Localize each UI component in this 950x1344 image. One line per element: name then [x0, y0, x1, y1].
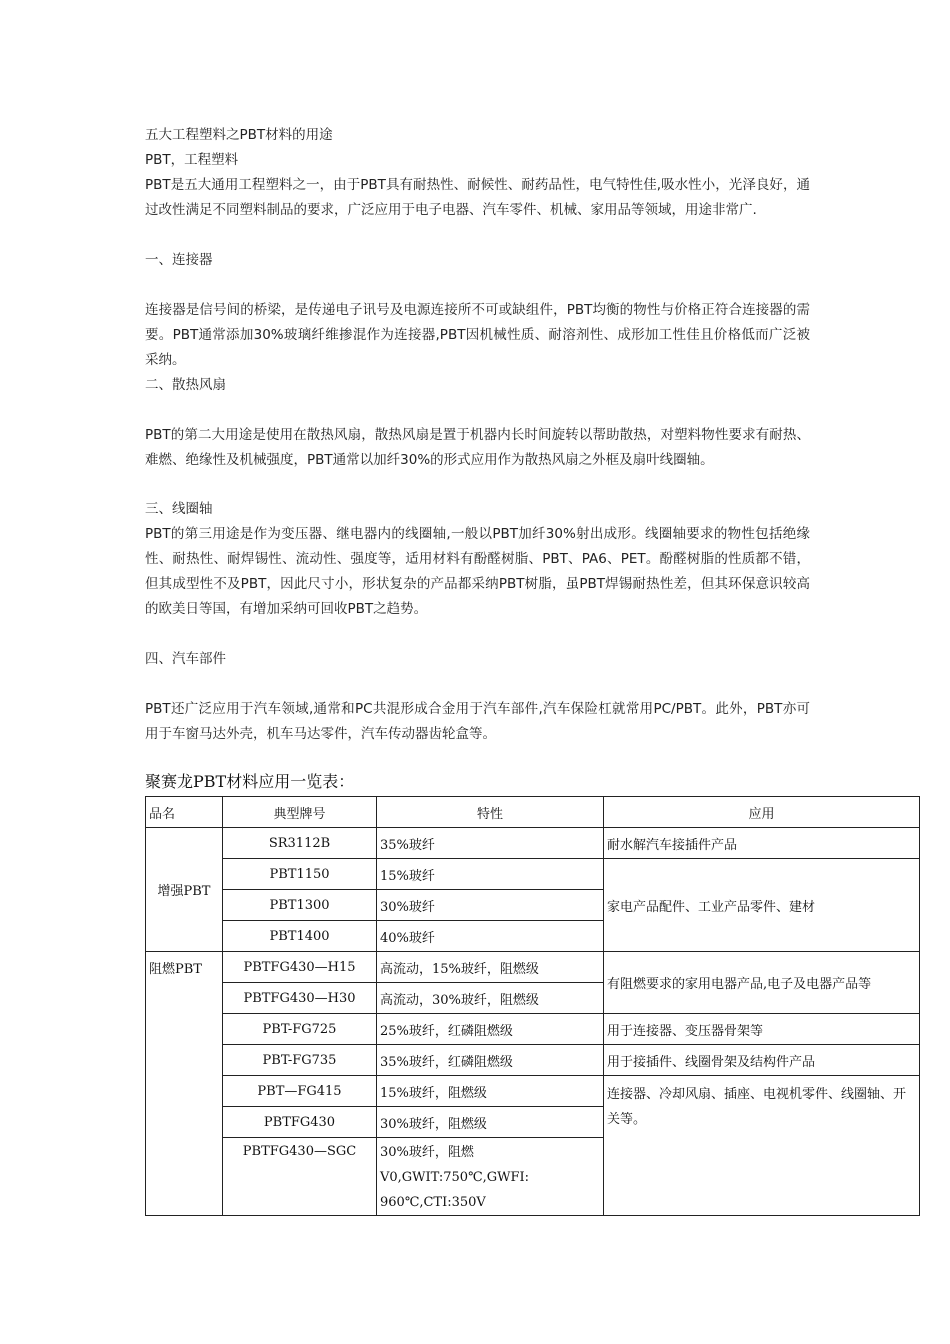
grade-cell: PBT1300	[223, 890, 377, 921]
article-title: 五大工程塑料之PBT材料的用途	[145, 127, 333, 143]
table-header-row	[146, 797, 920, 828]
feature-line: V0,GWIT:750℃,GWFI:	[380, 1170, 530, 1185]
table-row	[146, 859, 920, 890]
application-cell: 连接器、冷却风扇、插座、电视机零件、线圈轴、开关等。	[604, 1076, 920, 1216]
feature-cell: 30%玻纤，阻燃级	[377, 1107, 604, 1138]
table-row	[146, 1076, 920, 1107]
application-cell: 耐水解汽车接插件产品	[604, 828, 920, 859]
feature-line: 30%玻纤，阻燃	[380, 1145, 474, 1160]
grade-cell: PBTFG430—H15	[223, 952, 377, 983]
feature-cell: 高流动，15%玻纤，阻燃级	[377, 952, 604, 983]
table-row	[146, 952, 920, 983]
section-heading: 四、汽车部件	[145, 651, 226, 667]
feature-cell: 35%玻纤，红磷阻燃级	[377, 1045, 604, 1076]
grade-cell: PBTFG430	[223, 1107, 377, 1138]
group-name-cell: 阻燃PBT	[146, 952, 223, 1216]
grade-cell: SR3112B	[223, 828, 377, 859]
grade-cell: PBT-FG735	[223, 1045, 377, 1076]
grade-cell: PBT1400	[223, 921, 377, 952]
grade-cell: PBT1150	[223, 859, 377, 890]
header-cell: 应用	[604, 797, 920, 828]
application-cell: 用于接插件、线圈骨架及结构件产品	[604, 1045, 920, 1076]
section-heading: 一、连接器	[145, 252, 213, 268]
header-cell: 品名	[146, 797, 223, 828]
feature-cell: 40%玻纤	[377, 921, 604, 952]
feature-cell: 35%玻纤	[377, 828, 604, 859]
table-row	[146, 1045, 920, 1076]
section-body: 连接器是信号间的桥梁，是传递电子讯号及电源连接所不可或缺组件，PBT均衡的物性与价格正符合连接器的需要。PBT通常添加30%玻璃纤维掺混作为连接器,PBT因机械性质、耐溶剂性、成形加工性佳且价格低而广泛被采纳。	[145, 302, 810, 368]
group-name-cell: 增强PBT	[146, 828, 223, 952]
grade-cell: PBT—FG415	[223, 1076, 377, 1107]
grade-cell: PBT-FG725	[223, 1014, 377, 1045]
feature-cell	[377, 1138, 604, 1216]
section-body: PBT的第三用途是作为变压器、继电器内的线圈轴,一般以PBT加纤30%射出成形。线圈轴要求的物性包括绝缘性、耐热性、耐焊锡性、流动性、强度等，适用材料有酚醛树脂、PBT、PA6、PET。酚醛树脂的性质都不错，但其成型性不及PBT，因此尺寸小，形状复杂的产品都采纳PBT树脂，虽PBT焊锡耐热性差，但其环保意识较高的欧美日等国，有增加采纳可回收PBT之趋势。	[145, 526, 810, 617]
header-cell: 特性	[377, 797, 604, 828]
section-heading: 三、线圈轴	[145, 501, 213, 517]
table-title: 聚赛龙PBT材料应用一览表：	[145, 772, 355, 791]
section-body: PBT还广泛应用于汽车领域,通常和PC共混形成合金用于汽车部件,汽车保险杠就常用PC/PBT。此外，PBT亦可用于车窗马达外壳，机车马达零件，汽车传动器齿轮盒等。	[145, 701, 810, 742]
feature-cell: 15%玻纤，阻燃级	[377, 1076, 604, 1107]
grade-cell: PBTFG430—SGC	[223, 1138, 377, 1216]
article-intro: PBT是五大通用工程塑料之一，由于PBT具有耐热性、耐候性、耐药品性，电气特性佳,吸水性小，光泽良好，通过改性满足不同塑料制品的要求，广泛应用于电子电器、汽车零件、机械、家用品等领域，用途非常广.	[145, 177, 810, 218]
article-keywords: PBT，工程塑料	[145, 152, 239, 168]
application-cell: 家电产品配件、工业产品零件、建材	[604, 859, 920, 952]
feature-cell: 25%玻纤，红磷阻燃级	[377, 1014, 604, 1045]
table-row	[146, 1014, 920, 1045]
section-heading: 二、散热风扇	[145, 377, 226, 393]
pbt-application-table	[145, 796, 920, 1216]
grade-cell: PBTFG430—H30	[223, 983, 377, 1014]
section-body: PBT的第二大用途是使用在散热风扇，散热风扇是置于机器内长时间旋转以帮助散热，对塑料物性要求有耐热、难燃、绝缘性及机械强度，PBT通常以加纤30%的形式应用作为散热风扇之外框及扇叶线圈轴。	[145, 427, 810, 468]
feature-cell: 30%玻纤	[377, 890, 604, 921]
application-cell: 用于连接器、变压器骨架等	[604, 1014, 920, 1045]
header-cell: 典型牌号	[223, 797, 377, 828]
table-row	[146, 828, 920, 859]
feature-cell: 15%玻纤	[377, 859, 604, 890]
feature-cell: 高流动，30%玻纤，阻燃级	[377, 983, 604, 1014]
feature-line: 960℃,CTI:350V	[380, 1195, 486, 1210]
application-cell: 有阻燃要求的家用电器产品,电子及电器产品等	[604, 952, 920, 1014]
